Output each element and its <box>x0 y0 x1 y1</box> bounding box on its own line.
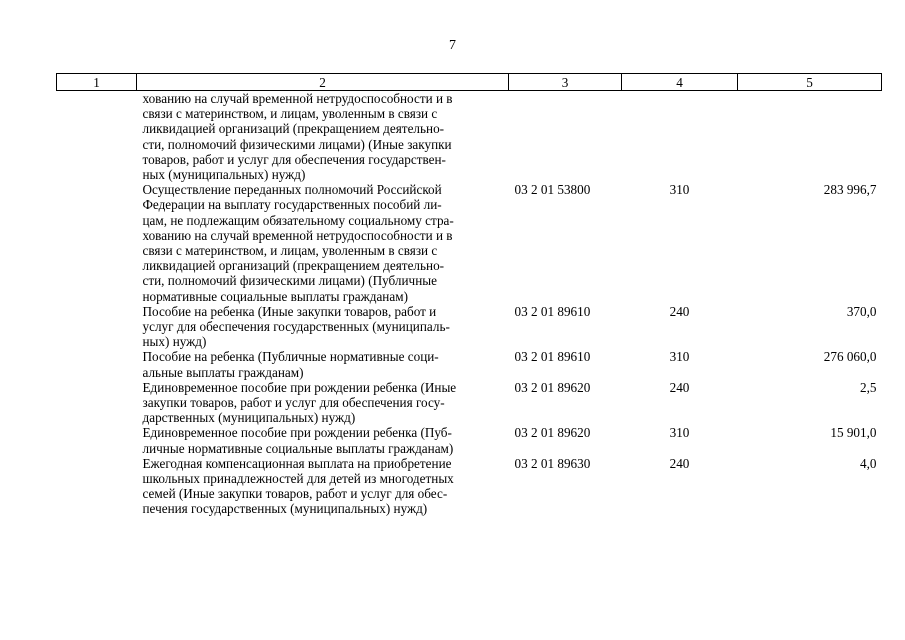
table-row <box>57 456 882 517</box>
table-row <box>57 425 882 455</box>
row-name-line: нормативные социальные выплаты гражданам) <box>142 288 408 304</box>
header-col-2: 2 <box>137 74 509 91</box>
row-name-line: Пособие на ребенка (Публичные нормативные соци- <box>142 349 439 365</box>
header-col-5: 5 <box>738 74 882 91</box>
row-name-line: сти, полномочий физическими лицами) (Иные закупки <box>142 136 452 152</box>
row-type-cell <box>622 91 738 183</box>
header-col-4: 4 <box>622 74 738 91</box>
header-col-3: 3 <box>509 74 622 91</box>
row-name-line: Осуществление переданных полномочий Российской <box>142 182 442 198</box>
row-name-line: печения государственных (муниципальных) нужд) <box>142 501 428 517</box>
row-code-cell: 03 2 01 89630 <box>514 455 591 471</box>
row-name-line: связи с материнством, и лицам, уволенным в связи с <box>142 106 438 122</box>
row-name-line: личные нормативные социальные выплаты гражданам) <box>142 440 454 456</box>
row-amount-cell: 4,0 <box>860 455 877 471</box>
row-code-cell: 03 2 01 89610 <box>514 303 591 319</box>
row-name-line: сти, полномочий физическими лицами) (Публичные <box>142 273 437 289</box>
row-amount-cell: 276 060,0 <box>823 349 877 365</box>
table-header <box>57 74 882 91</box>
row-code-cell: 03 2 01 89620 <box>514 379 591 395</box>
row-code-cell: 03 2 01 89610 <box>514 349 591 365</box>
row-name-line: закупки товаров, работ и услуг для обеспечения госу- <box>142 395 445 411</box>
row-name-cell <box>137 182 509 304</box>
row-name-line: дарственных (муниципальных) нужд) <box>142 410 356 426</box>
row-name-cell <box>137 304 509 350</box>
row-name-line: цам, не подлежащим обязательному социальному стра- <box>142 212 454 228</box>
row-name-line: ликвидацией организаций (прекращением деятельно- <box>142 258 445 274</box>
table-row <box>57 380 882 426</box>
row-name-cell <box>137 380 509 426</box>
table-row <box>57 182 882 304</box>
row-type-cell: 240 <box>669 379 690 395</box>
row-name-line: связи с материнством, и лицам, уволенным в связи с <box>142 243 438 259</box>
table-row <box>57 304 882 350</box>
row-col-1-cell <box>57 182 137 304</box>
row-name-line: ных (муниципальных) нужд) <box>142 167 306 183</box>
table-row <box>57 91 882 183</box>
row-type-cell: 310 <box>669 349 690 365</box>
row-name-line: услуг для обеспечения государственных (муниципаль- <box>142 319 450 335</box>
table-row <box>57 349 882 379</box>
row-type-cell: 310 <box>669 182 690 198</box>
row-name-line: товаров, работ и услуг для обеспечения государствен- <box>142 151 446 167</box>
row-col-1-cell <box>57 425 137 455</box>
row-name-line: Пособие на ребенка (Иные закупки товаров, работ и <box>142 303 437 319</box>
row-code-cell: 03 2 01 53800 <box>514 182 591 198</box>
row-name-line: школьных принадлежностей для детей из многодетных <box>142 471 454 487</box>
row-name-line: Единовременное пособие при рождении ребенка (Пуб- <box>142 425 452 441</box>
row-amount-cell: 370,0 <box>846 303 877 319</box>
row-name-line: хованию на случай временной нетрудоспособности и в <box>142 91 453 106</box>
row-name-line: хованию на случай временной нетрудоспособности и в <box>142 227 453 243</box>
row-amount-cell: 283 996,7 <box>823 182 877 198</box>
row-name-line: ных) нужд) <box>142 334 207 350</box>
row-type-cell: 240 <box>669 455 690 471</box>
row-amount-cell <box>738 91 882 183</box>
budget-table <box>56 73 882 517</box>
row-code-cell: 03 2 01 89620 <box>514 425 591 441</box>
row-col-1-cell <box>57 349 137 379</box>
row-name-cell <box>137 425 509 455</box>
row-name-line: Единовременное пособие при рождении ребенка (Иные <box>142 379 457 395</box>
page-number: 7 <box>449 38 456 53</box>
table-body <box>57 91 882 517</box>
row-name-line: семей (Иные закупки товаров, работ и услуг для обес- <box>142 486 448 502</box>
row-col-1-cell <box>57 91 137 183</box>
header-col-1: 1 <box>57 74 137 91</box>
row-code-cell <box>509 91 622 183</box>
row-name-line: альные выплаты гражданам) <box>142 364 304 380</box>
row-name-line: ликвидацией организаций (прекращением деятельно- <box>142 121 445 137</box>
row-name-line: Федерации на выплату государственных пособий ли- <box>142 197 442 213</box>
row-name-cell <box>137 91 509 183</box>
row-type-cell: 310 <box>669 425 690 441</box>
row-name-cell <box>137 349 509 379</box>
row-amount-cell: 2,5 <box>860 379 877 395</box>
row-col-1-cell <box>57 380 137 426</box>
header-row <box>57 74 882 91</box>
row-amount-cell: 15 901,0 <box>830 425 877 441</box>
row-col-1-cell <box>57 456 137 517</box>
row-name-cell <box>137 456 509 517</box>
row-col-1-cell <box>57 304 137 350</box>
row-type-cell: 240 <box>669 303 690 319</box>
row-name-line: Ежегодная компенсационная выплата на приобретение <box>142 455 452 471</box>
